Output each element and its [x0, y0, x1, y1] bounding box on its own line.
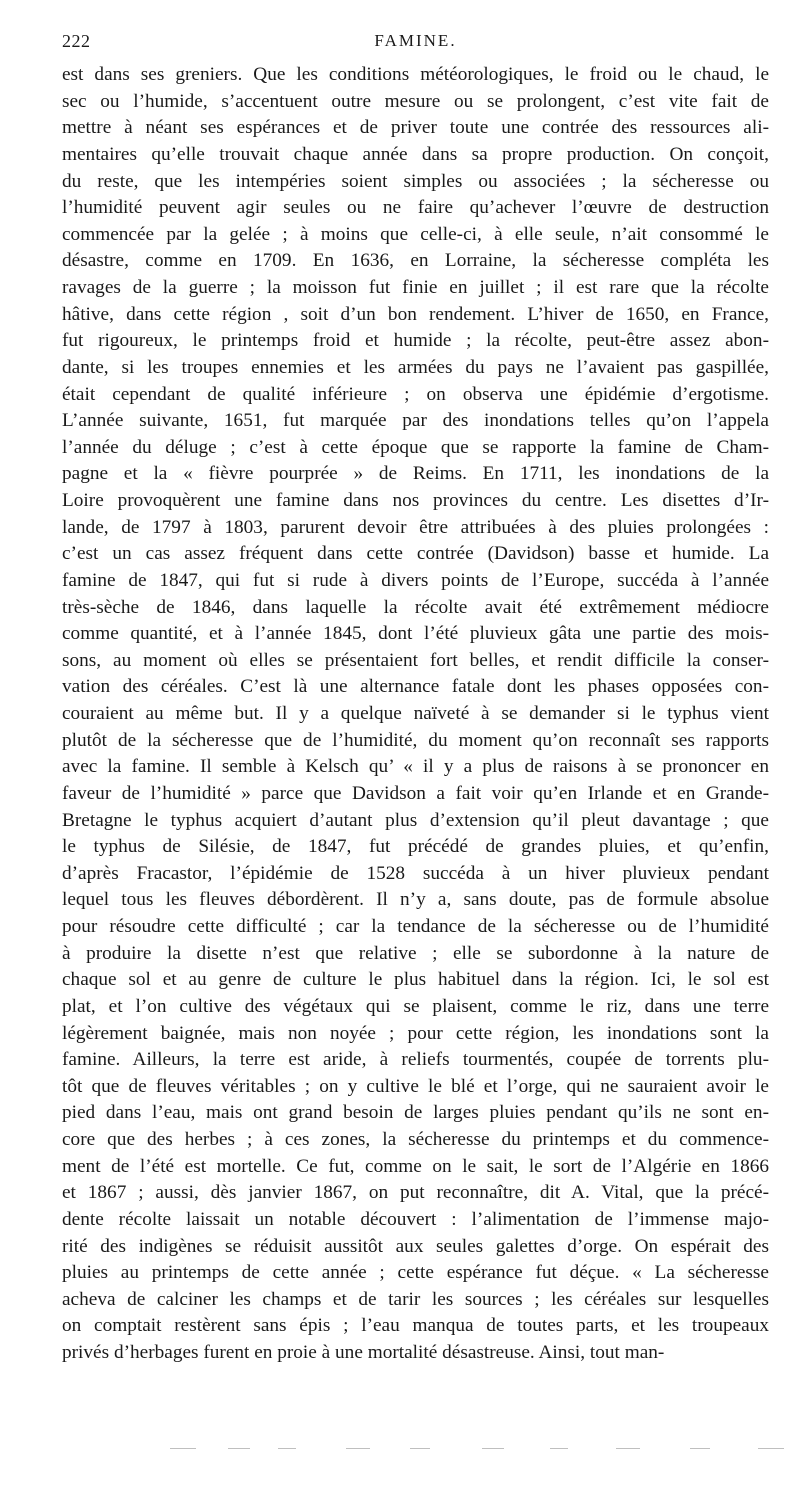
text-line: comme quantité, et à l’année 1845, dont l’été pluvieux gâta une partie des mois-	[62, 623, 769, 645]
text-line: légèrement baignée, mais non noyée ; pour cette région, les inondations sont la	[62, 1022, 769, 1044]
text-line: acheva de calciner les champs et de tarir les sources ; les céréales sur lesquelles	[62, 1288, 769, 1310]
text-line: désastre, comme en 1709. En 1636, en Lorraine, la sécheresse compléta les	[62, 250, 769, 272]
text-line: et 1867 ; aussi, dès janvier 1867, on put reconnaître, dit A. Vital, que la précé-	[62, 1182, 769, 1204]
text-line: l’année du déluge ; c’est à cette époque que se rapporte la famine de Cham-	[62, 436, 769, 458]
text-line: rité des indigènes se réduisit aussitôt aux seules galettes d’orge. On espérait des	[62, 1235, 769, 1257]
page-header	[62, 31, 769, 55]
text-line: ment de l’été est mortelle. Ce fut, comme on le sait, le sort de l’Algérie en 1866	[62, 1155, 769, 1177]
text-line: sons, au moment où elles se présentaient fort belles, et rendit difficile la conser-	[62, 649, 769, 671]
text-line: privés d’herbages furent en proie à une mortalité désastreuse. Ainsi, tout man-	[62, 1342, 665, 1363]
text-line: lande, de 1797 à 1803, parurent devoir être attribuées à des pluies prolongées :	[62, 516, 769, 538]
text-line: dente récolte laissait un notable découvert : l’alimentation de l’immense majo-	[62, 1208, 769, 1230]
text-line: du reste, que les intempéries soient simples ou associées ; la sécheresse ou	[62, 170, 769, 192]
text-line: mettre à néant ses espérances et de priver toute une contrée des ressources ali-	[62, 117, 769, 139]
page-bottom-marks	[170, 1448, 790, 1452]
text-line: couraient au même but. Il y a quelque naïveté à se demander si le typhus vient	[62, 703, 769, 724]
text-line: pluies au printemps de cette année ; cette espérance fut déçue. « La sécheresse	[62, 1262, 769, 1284]
text-line: L’année suivante, 1651, fut marquée par des inondations telles qu’on l’appela	[62, 410, 769, 432]
text-line: c’est un cas assez fréquent dans cette contrée (Davidson) basse et humide. La	[62, 543, 769, 565]
text-line: pied dans l’eau, mais ont grand besoin de larges pluies pendant qu’ils ne sont en-	[62, 1102, 769, 1124]
text-line: vation des céréales. C’est là une alternance fatale dont les phases opposées con-	[62, 676, 769, 698]
text-line: est dans ses greniers. Que les conditions météorologiques, le froid ou le chaud, le	[62, 64, 769, 85]
text-line: on comptait restèrent sans épis ; l’eau manqua de toutes parts, et les troupeaux	[62, 1315, 769, 1337]
text-line: très-sèche de 1846, dans laquelle la récolte avait été extrêmement médiocre	[62, 596, 769, 618]
text-line: pagne et la « fièvre pourprée » de Reims. En 1711, les inondations de la	[62, 463, 769, 485]
text-line: d’après Fracastor, l’épidémie de 1528 succéda à un hiver pluvieux pendant	[62, 862, 769, 884]
text-line: fut rigoureux, le printemps froid et humide ; la récolte, peut-être assez abon-	[62, 330, 769, 352]
text-line: plutôt de la sécheresse que de l’humidité, du moment qu’on reconnaît ses rapports	[62, 729, 769, 751]
running-head: FAMINE.	[374, 31, 457, 50]
text-line: le typhus de Silésie, de 1847, fut précédé de grandes pluies, et qu’enfin,	[62, 836, 769, 858]
text-line: l’humidité peuvent agir seules ou ne faire qu’achever l’œuvre de destruction	[62, 197, 769, 219]
body-text	[62, 62, 769, 1367]
text-line: commencée par la gelée ; à moins que celle-ci, à elle seule, n’ait consommé le	[62, 223, 769, 245]
text-line: Bretagne le typhus acquiert d’autant plus d’extension qu’il pleut davantage ; que	[62, 809, 769, 831]
text-line: sec ou l’humide, s’accentuent outre mesure ou se prolongent, c’est vite fait de	[62, 90, 769, 112]
text-line: tôt que de fleuves véritables ; on y cultive le blé et l’orge, qui ne sauraient avoir le	[62, 1075, 769, 1097]
text-line: famine de 1847, qui fut si rude à divers points de l’Europe, succéda à l’année	[62, 569, 769, 591]
text-line: pour résoudre cette difficulté ; car la tendance de la sécheresse ou de l’humidité	[62, 916, 769, 937]
text-line: dante, si les troupes ennemies et les armées du pays ne l’avaient pas gaspillée,	[62, 356, 769, 378]
text-line: lequel tous les fleuves débordèrent. Il n’y a, sans doute, pas de formule absolue	[62, 889, 769, 911]
text-line: ravages de la guerre ; la moisson fut finie en juillet ; il est rare que la récolte	[62, 277, 769, 298]
text-line: était cependant de qualité inférieure ; on observa une épidémie d’ergotisme.	[62, 383, 769, 405]
text-line: faveur de l’humidité » parce que Davidson a fait voir qu’en Irlande et en Grande-	[62, 782, 769, 804]
text-line: famine. Ailleurs, la terre est aride, à reliefs tourmentés, coupée de torrents plu-	[62, 1049, 769, 1071]
text-line: Loire provoquèrent une famine dans nos provinces du centre. Les disettes d’Ir-	[62, 490, 769, 511]
text-line: plat, et l’on cultive des végétaux qui se plaisent, comme le riz, dans une terre	[62, 995, 769, 1017]
text-line: mentaires qu’elle trouvait chaque année dans sa propre production. On conçoit,	[62, 143, 769, 165]
text-line: chaque sol et au genre de culture le plus habituel dans la région. Ici, le sol est	[62, 969, 769, 991]
text-line: à produire la disette n’est que relative ; elle se subordonne à la nature de	[62, 942, 769, 964]
text-line: hâtive, dans cette région , soit d’un bon rendement. L’hiver de 1650, en France,	[62, 303, 769, 325]
text-line: avec la famine. Il semble à Kelsch qu’ « il y a plus de raisons à se prononcer en	[62, 756, 769, 778]
page-number: 222	[62, 31, 91, 51]
text-line: core que des herbes ; à ces zones, la sécheresse du printemps et du commence-	[62, 1129, 769, 1150]
